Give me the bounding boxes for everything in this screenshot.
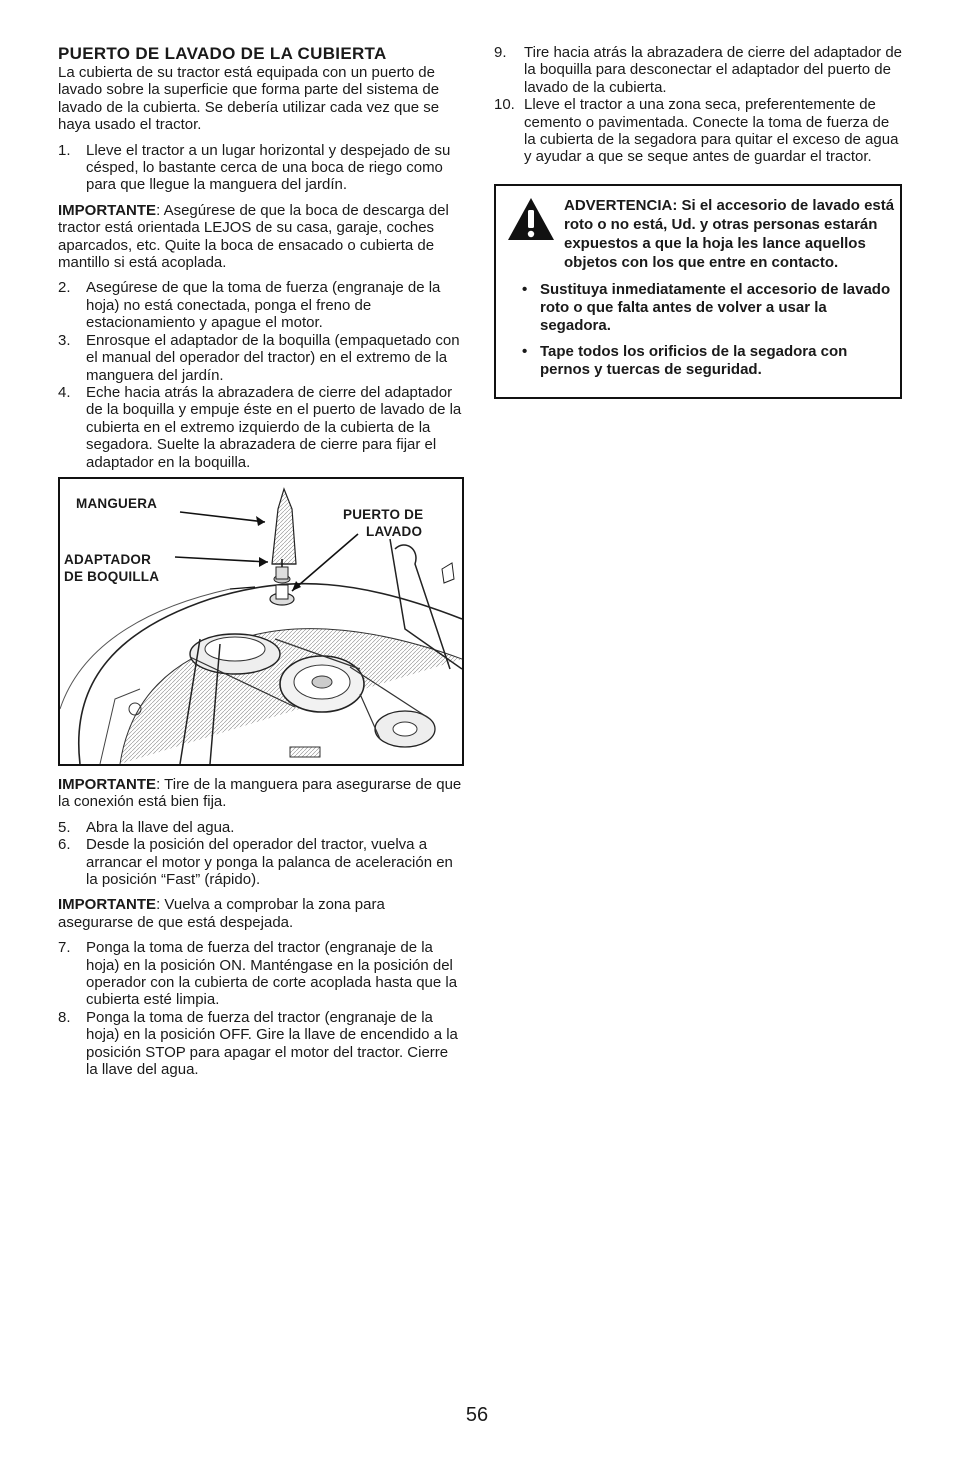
label-adapter-1: ADAPTADOR: [64, 551, 152, 567]
label-hose: MANGUERA: [76, 495, 158, 511]
list-item: 4. Eche hacia atrás la abrazadera de cierre del adaptador de la boquilla y empuje éste en el puerto de lavado de la cubierta en el extremo izquierdo de la cubierta de la segadora. Suelte la abrazadera de cierre para fijar el adaptador en la boquilla.: [58, 383, 462, 471]
warning-box: [494, 184, 902, 399]
left-column: [58, 44, 462, 1078]
steps-list-b: [58, 279, 462, 470]
list-item: 3. Enrosque el adaptador de la boquilla (empaquetado con el manual del operador del tractor) en el extremo de la manguera del jardín.: [58, 331, 460, 384]
important-note-3: IMPORTANTE: Vuelva a comprobar la zona para asegurarse de que está despejada.: [58, 896, 385, 931]
warning-text: ADVERTENCIA: Si el accesorio de lavado está roto o no está, Ud. y otras personas estarán expuestos a que la hoja les lance aquellos objetos con los que entre en contacto.: [564, 196, 895, 272]
steps-list-right: [494, 44, 902, 166]
warning-bullet: • Tape todos los orificios de la segadora con pernos y tuercas de seguridad.: [522, 342, 848, 378]
label-wash-port-2: LAVADO: [366, 523, 423, 539]
label-wash-port-1: PUERTO DE: [343, 506, 424, 522]
list-item: 8. Ponga la toma de fuerza del tractor (engranaje de la hoja) en la posición OFF. Gire la llave de encendido a la posición STOP para apagar el motor del tractor. Cierre la llave del agua.: [58, 1008, 458, 1079]
list-item: 5. Abra la llave del agua.: [58, 818, 235, 836]
important-note-1: IMPORTANTE: Asegúrese de que la boca de descarga del tractor está orientada LEJOS de su casa, garaje, coches aparcados, etc. Quite la boca de ensacado o cubierta de mantillo si está acoplada.: [58, 201, 449, 272]
right-column: [494, 44, 902, 399]
steps-list-a: [58, 142, 462, 194]
list-item: 1. Lleve el tractor a un lugar horizontal y despejado de su césped, lo bastante cerca de una boca de riego como para que llegue la manguera del jardín.: [58, 141, 451, 194]
list-item: 2. Asegúrese de que la toma de fuerza (engranaje de la hoja) no está conectada, ponga el freno de estacionamiento y apague el motor.: [58, 279, 441, 332]
label-adapter-2: DE BOQUILLA: [64, 568, 160, 584]
page-number: 56: [465, 1404, 489, 1426]
warning-bullet: • Sustituya inmediatamente el accesorio de lavado roto o que falta antes de volver a usar la segadora.: [522, 280, 891, 334]
wash-port-illustration: [58, 477, 464, 766]
steps-list-d: [58, 939, 462, 1078]
list-item: 10. Lleve el tractor a una zona seca, preferentemente de cemento o pavimentada. Conecte la toma de fuerza de la cubierta de la segadora para quitar el exceso de agua y ayudar a que se seque antes de guardar el tractor.: [494, 96, 899, 166]
warning-triangle-icon: [506, 196, 564, 273]
section-title: PUERTO DE LAVADO DE LA CUBIERTA: [58, 44, 387, 63]
list-item: 6. Desde la posición del operador del tractor, vuelva a arrancar el motor y ponga la palanca de aceleración en la posición “Fast” (rápido).: [58, 836, 453, 888]
steps-list-c: [58, 819, 462, 889]
list-item: 7. Ponga la toma de fuerza del tractor (engranaje de la hoja) en la posición ON. Manténgase en la posición del operador con la cubierta de corte acoplada hasta que la cubierta esté limpia.: [58, 939, 458, 1009]
important-note-2: IMPORTANTE: Tire de la manguera para asegurarse de que la conexión está bien fija.: [58, 775, 462, 811]
list-item: 9. Tire hacia atrás la abrazadera de cierre del adaptador de la boquilla para desconectar el adaptador del puerto de lavado de la cubierta.: [494, 44, 903, 96]
intro-paragraph: La cubierta de su tractor está equipada con un puerto de lavado sobre la superficie que forma parte del sistema de lavado de la cubierta. Se debería utilizar cada vez que se haya usado el tractor.: [58, 64, 440, 134]
